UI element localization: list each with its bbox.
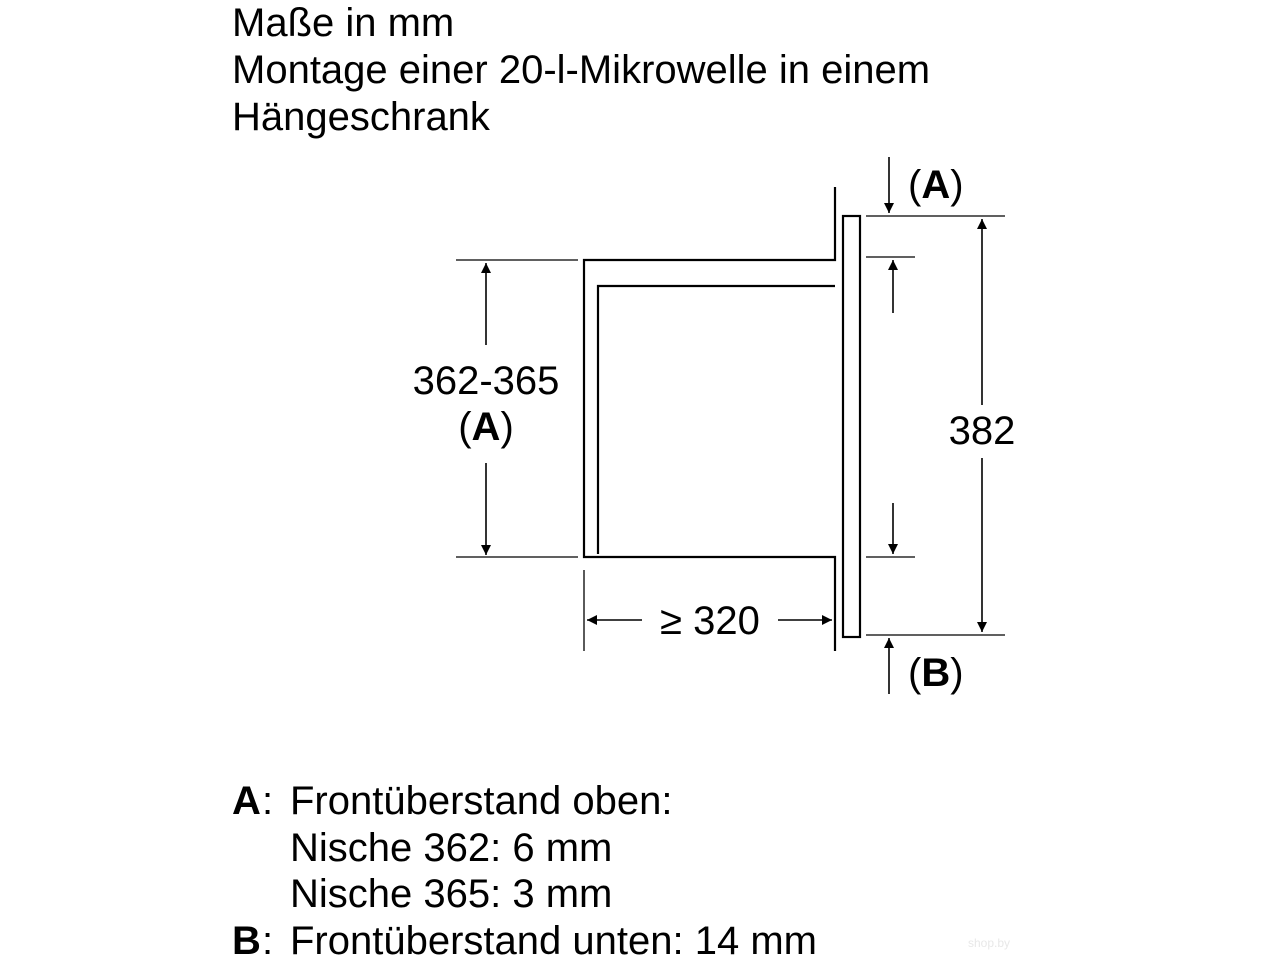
legend-row-a-sub1	[232, 825, 817, 872]
title-line-1: Montage einer 20-l-Mikrowelle in einem	[232, 47, 930, 94]
bottom-offset-marker: (B)	[908, 651, 964, 695]
legend-text-a: Frontüberstand oben:	[290, 778, 672, 825]
legend-row-a-sub2	[232, 871, 817, 918]
legend-niche-365: Nische 365: 3 mm	[290, 871, 612, 918]
legend-row-b	[232, 918, 817, 964]
legend	[232, 778, 817, 964]
top-offset-marker: (A)	[908, 163, 964, 207]
legend-niche-362: Nische 362: 6 mm	[290, 825, 612, 872]
niche-height-label: 362-365	[413, 359, 560, 403]
microwave-front-panel	[843, 216, 860, 637]
extension-lines	[456, 216, 1005, 651]
depth-label: ≥ 320	[660, 599, 760, 643]
cabinet-outline	[584, 187, 835, 651]
title-line-2: Hängeschrank	[232, 94, 930, 141]
legend-row-a	[232, 778, 817, 825]
legend-colon-a: :	[262, 778, 290, 825]
units-note: Maße in mm	[232, 0, 930, 47]
legend-key-a: A	[232, 778, 262, 825]
cabinet-inner-outline	[598, 286, 835, 554]
legend-key-b: B	[232, 918, 262, 964]
watermark: shop.by	[968, 936, 1010, 950]
legend-text-b: Frontüberstand unten: 14 mm	[290, 918, 817, 964]
cabinet-niche	[584, 187, 860, 651]
legend-colon-b: :	[262, 918, 290, 964]
niche-height-ref-label: (A)	[458, 405, 514, 449]
total-height-label: 382	[949, 409, 1016, 453]
